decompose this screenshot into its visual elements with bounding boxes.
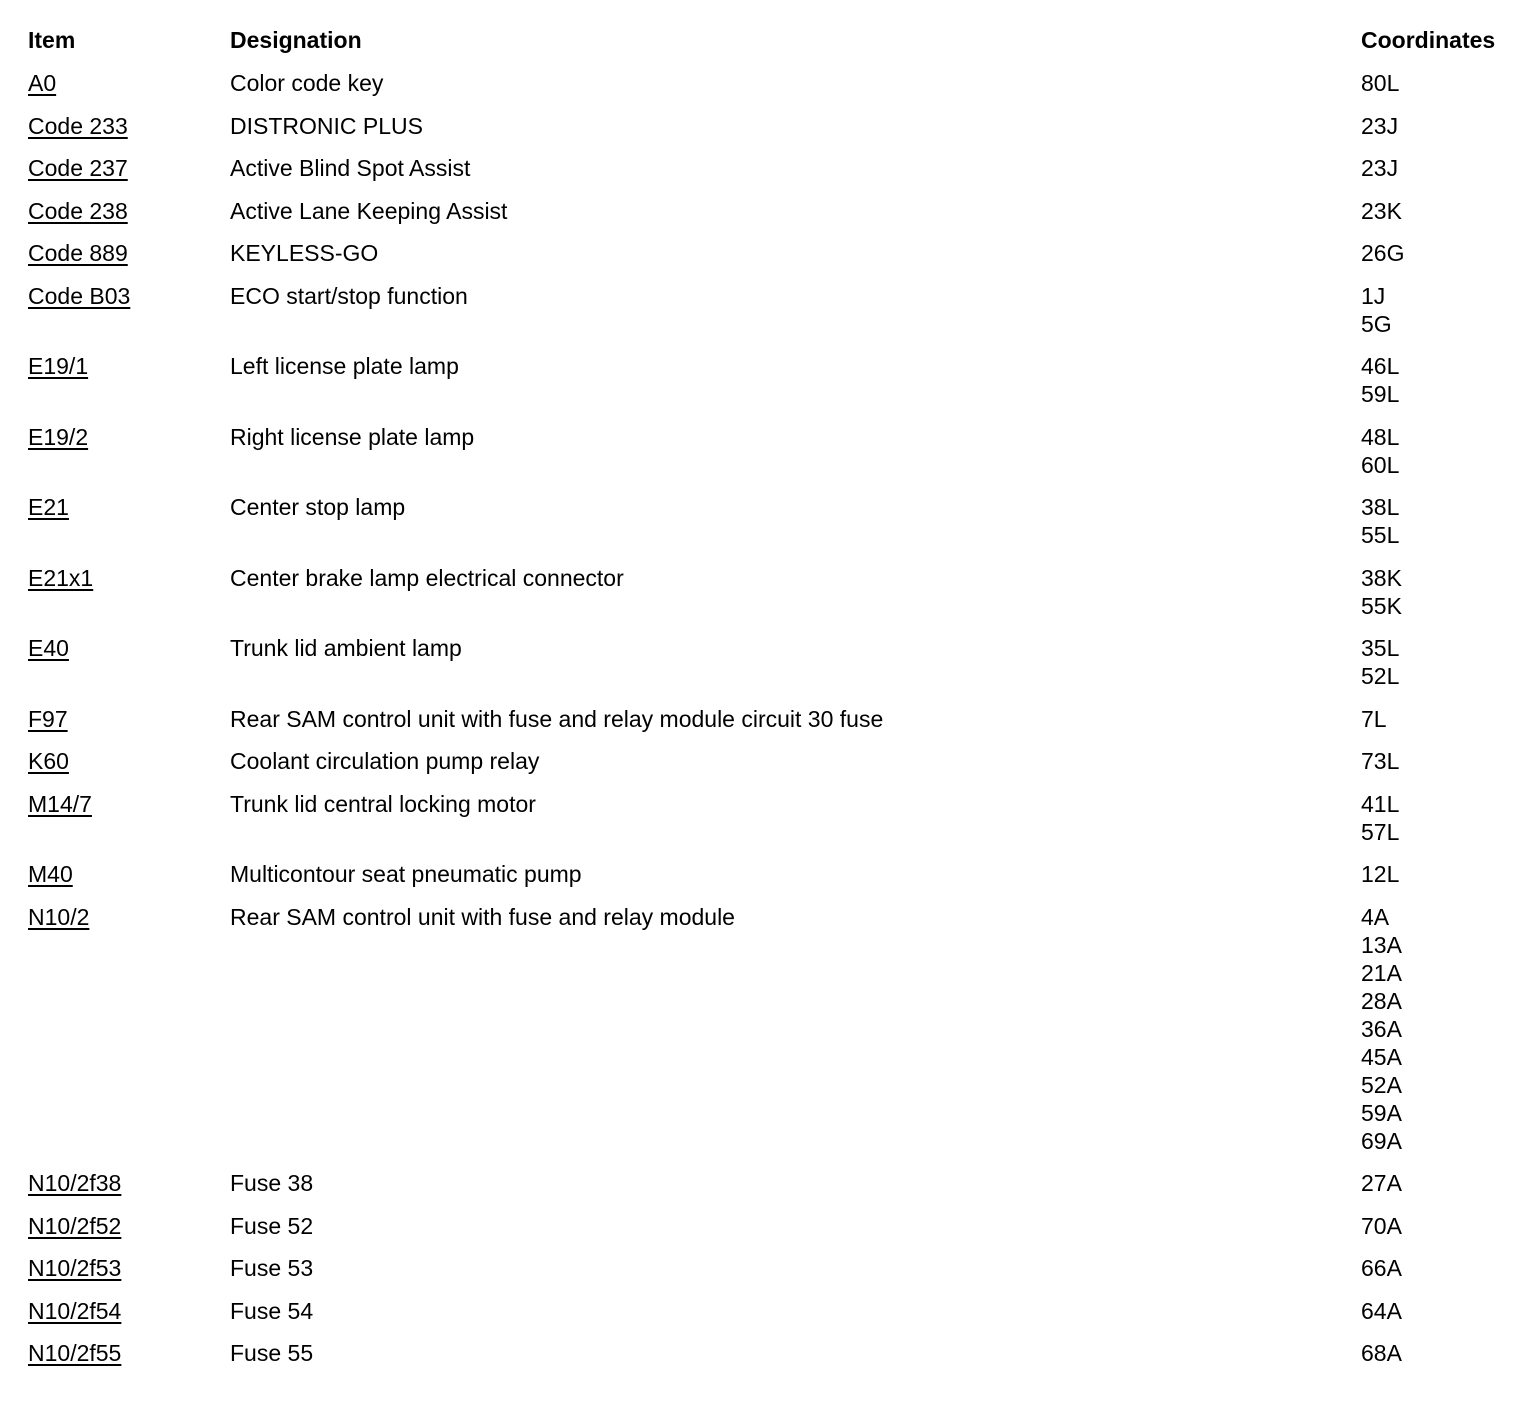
table-row	[28, 112, 1511, 155]
designation-cell: Fuse 38	[230, 1170, 314, 1196]
designation-cell: Rear SAM control unit with fuse and relay module	[230, 903, 735, 930]
component-legend-table	[28, 69, 1511, 1382]
coordinate-value: 59A	[1361, 1099, 1402, 1126]
coordinates-cell	[1361, 423, 1511, 494]
coordinate-value: 52A	[1361, 1071, 1402, 1098]
coordinates-cell	[1361, 154, 1511, 197]
designation-cell: Center brake lamp electrical connector	[230, 564, 624, 591]
coordinate-value: 27A	[1361, 1170, 1402, 1196]
item-cell	[28, 69, 230, 112]
coordinate-value: 35L	[1361, 635, 1400, 661]
item-link[interactable]: Code B03	[28, 282, 131, 309]
item-link[interactable]: N10/2f53	[28, 1255, 122, 1281]
item-link[interactable]: N10/2	[28, 903, 90, 930]
coordinate-value: 80L	[1361, 70, 1400, 96]
item-cell	[28, 747, 230, 790]
coordinate-value: 45A	[1361, 1043, 1402, 1070]
table-row	[28, 1297, 1511, 1340]
item-link[interactable]: N10/2f38	[28, 1170, 122, 1196]
item-link[interactable]: Code 889	[28, 240, 128, 266]
designation-column-header: Designation	[230, 27, 362, 53]
coordinate-value: 12L	[1361, 861, 1400, 887]
table-row	[28, 1254, 1511, 1297]
coordinates-cell	[1361, 239, 1511, 282]
item-cell	[28, 1254, 230, 1297]
coordinates-cell	[1361, 705, 1511, 748]
table-row	[28, 860, 1511, 903]
designation-cell: Fuse 52	[230, 1212, 314, 1239]
item-cell	[28, 564, 230, 635]
item-cell	[28, 903, 230, 1170]
coordinate-value: 59L	[1361, 381, 1400, 407]
coordinate-value: 38L	[1361, 494, 1400, 520]
coordinate-value: 36A	[1361, 1015, 1402, 1042]
item-link[interactable]: M14/7	[28, 790, 92, 817]
item-link[interactable]: Code 237	[28, 155, 128, 181]
coordinate-value: 21A	[1361, 959, 1402, 986]
coordinates-cell	[1361, 112, 1511, 155]
item-cell	[28, 705, 230, 748]
coordinate-value: 55L	[1361, 522, 1400, 548]
designation-cell: Fuse 55	[230, 1340, 314, 1366]
designation-cell: Left license plate lamp	[230, 353, 459, 379]
item-cell	[28, 197, 230, 240]
coordinate-value: 46L	[1361, 353, 1400, 379]
coordinate-value: 52L	[1361, 663, 1400, 689]
item-cell	[28, 154, 230, 197]
item-link[interactable]: N10/2f52	[28, 1212, 122, 1239]
table-row	[28, 903, 1511, 1170]
coordinates-cell	[1361, 1339, 1511, 1382]
coordinates-cell	[1361, 564, 1511, 635]
designation-cell: Trunk lid ambient lamp	[230, 635, 462, 661]
coordinates-cell	[1361, 1212, 1511, 1255]
table-row	[28, 282, 1511, 353]
designation-cell: Right license plate lamp	[230, 423, 475, 450]
item-column-header: Item	[28, 27, 76, 53]
item-cell	[28, 860, 230, 903]
table-row	[28, 239, 1511, 282]
item-cell	[28, 1339, 230, 1382]
item-link[interactable]: M40	[28, 861, 73, 887]
coordinate-value: 70A	[1361, 1212, 1402, 1239]
table-row	[28, 197, 1511, 240]
legend-rows	[28, 69, 1511, 1382]
table-row	[28, 705, 1511, 748]
coordinate-value: 13A	[1361, 931, 1402, 958]
table-row	[28, 1339, 1511, 1382]
coordinate-value: 23J	[1361, 155, 1399, 181]
designation-cell: Rear SAM control unit with fuse and relay module circuit 30 fuse	[230, 705, 884, 732]
coordinate-value: 38K	[1361, 564, 1402, 591]
table-row	[28, 423, 1511, 494]
designation-cell: Trunk lid central locking motor	[230, 790, 536, 817]
coordinate-value: 60L	[1361, 451, 1400, 478]
coordinates-cell	[1361, 69, 1511, 112]
designation-cell: Color code key	[230, 70, 384, 96]
item-link[interactable]: E21	[28, 494, 69, 520]
coordinate-value: 48L	[1361, 423, 1400, 450]
table-row	[28, 564, 1511, 635]
coordinate-value: 68A	[1361, 1340, 1402, 1366]
designation-cell: ECO start/stop function	[230, 282, 468, 309]
item-link[interactable]: K60	[28, 748, 69, 774]
coordinates-cell	[1361, 790, 1511, 861]
item-cell	[28, 493, 230, 564]
designation-cell: Fuse 54	[230, 1297, 314, 1324]
item-cell	[28, 1169, 230, 1212]
item-cell	[28, 790, 230, 861]
item-cell	[28, 634, 230, 705]
coordinates-cell	[1361, 352, 1511, 423]
coordinates-cell	[1361, 493, 1511, 564]
designation-cell: Multicontour seat pneumatic pump	[230, 861, 582, 887]
coordinates-cell	[1361, 634, 1511, 705]
item-cell	[28, 282, 230, 353]
item-link[interactable]: Code 238	[28, 197, 128, 224]
designation-cell: Fuse 53	[230, 1255, 314, 1281]
coordinates-cell	[1361, 282, 1511, 353]
coordinates-column-header: Coordinates	[1361, 27, 1496, 53]
coordinate-value: 41L	[1361, 790, 1400, 817]
item-cell	[28, 1212, 230, 1255]
coordinate-value: 23J	[1361, 112, 1399, 139]
table-row	[28, 352, 1511, 423]
coordinate-value: 7L	[1361, 705, 1387, 732]
item-link[interactable]: N10/2f55	[28, 1340, 122, 1366]
designation-cell: Active Blind Spot Assist	[230, 155, 471, 181]
item-link[interactable]: A0	[28, 70, 57, 96]
item-cell	[28, 1297, 230, 1340]
coordinates-cell	[1361, 747, 1511, 790]
item-link[interactable]: E19/1	[28, 353, 89, 379]
table-row	[28, 634, 1511, 705]
coordinate-value: 5G	[1361, 310, 1392, 337]
table-row	[28, 1169, 1511, 1212]
coordinate-value: 66A	[1361, 1255, 1402, 1281]
coordinates-cell	[1361, 860, 1511, 903]
table-row	[28, 747, 1511, 790]
item-link[interactable]: E19/2	[28, 423, 89, 450]
coordinates-cell	[1361, 197, 1511, 240]
table-row	[28, 1212, 1511, 1255]
item-cell	[28, 423, 230, 494]
coordinate-value: 55K	[1361, 592, 1402, 619]
coordinates-cell	[1361, 1169, 1511, 1212]
designation-cell: Coolant circulation pump relay	[230, 748, 540, 774]
item-link[interactable]: E40	[28, 635, 69, 661]
item-cell	[28, 239, 230, 282]
coordinate-value: 23K	[1361, 197, 1402, 224]
designation-cell: Center stop lamp	[230, 494, 406, 520]
item-link[interactable]: Code 233	[28, 112, 128, 139]
coordinates-cell	[1361, 1254, 1511, 1297]
table-row	[28, 154, 1511, 197]
item-cell	[28, 112, 230, 155]
item-link[interactable]: E21x1	[28, 564, 94, 591]
table-row	[28, 493, 1511, 564]
coordinates-cell	[1361, 903, 1511, 1170]
table-row	[28, 69, 1511, 112]
coordinate-value: 4A	[1361, 903, 1390, 930]
coordinate-value: 26G	[1361, 240, 1405, 266]
coordinate-value: 1J	[1361, 282, 1386, 309]
coordinates-cell	[1361, 1297, 1511, 1340]
item-link[interactable]: F97	[28, 705, 68, 732]
designation-cell: Active Lane Keeping Assist	[230, 197, 508, 224]
coordinate-value: 28A	[1361, 987, 1402, 1014]
designation-cell: DISTRONIC PLUS	[230, 112, 423, 139]
item-cell	[28, 352, 230, 423]
coordinate-value: 64A	[1361, 1297, 1402, 1324]
coordinate-value: 69A	[1361, 1127, 1402, 1154]
table-row	[28, 790, 1511, 861]
designation-cell: KEYLESS-GO	[230, 240, 379, 266]
item-link[interactable]: N10/2f54	[28, 1297, 122, 1324]
coordinate-value: 73L	[1361, 748, 1400, 774]
coordinate-value: 57L	[1361, 818, 1400, 845]
